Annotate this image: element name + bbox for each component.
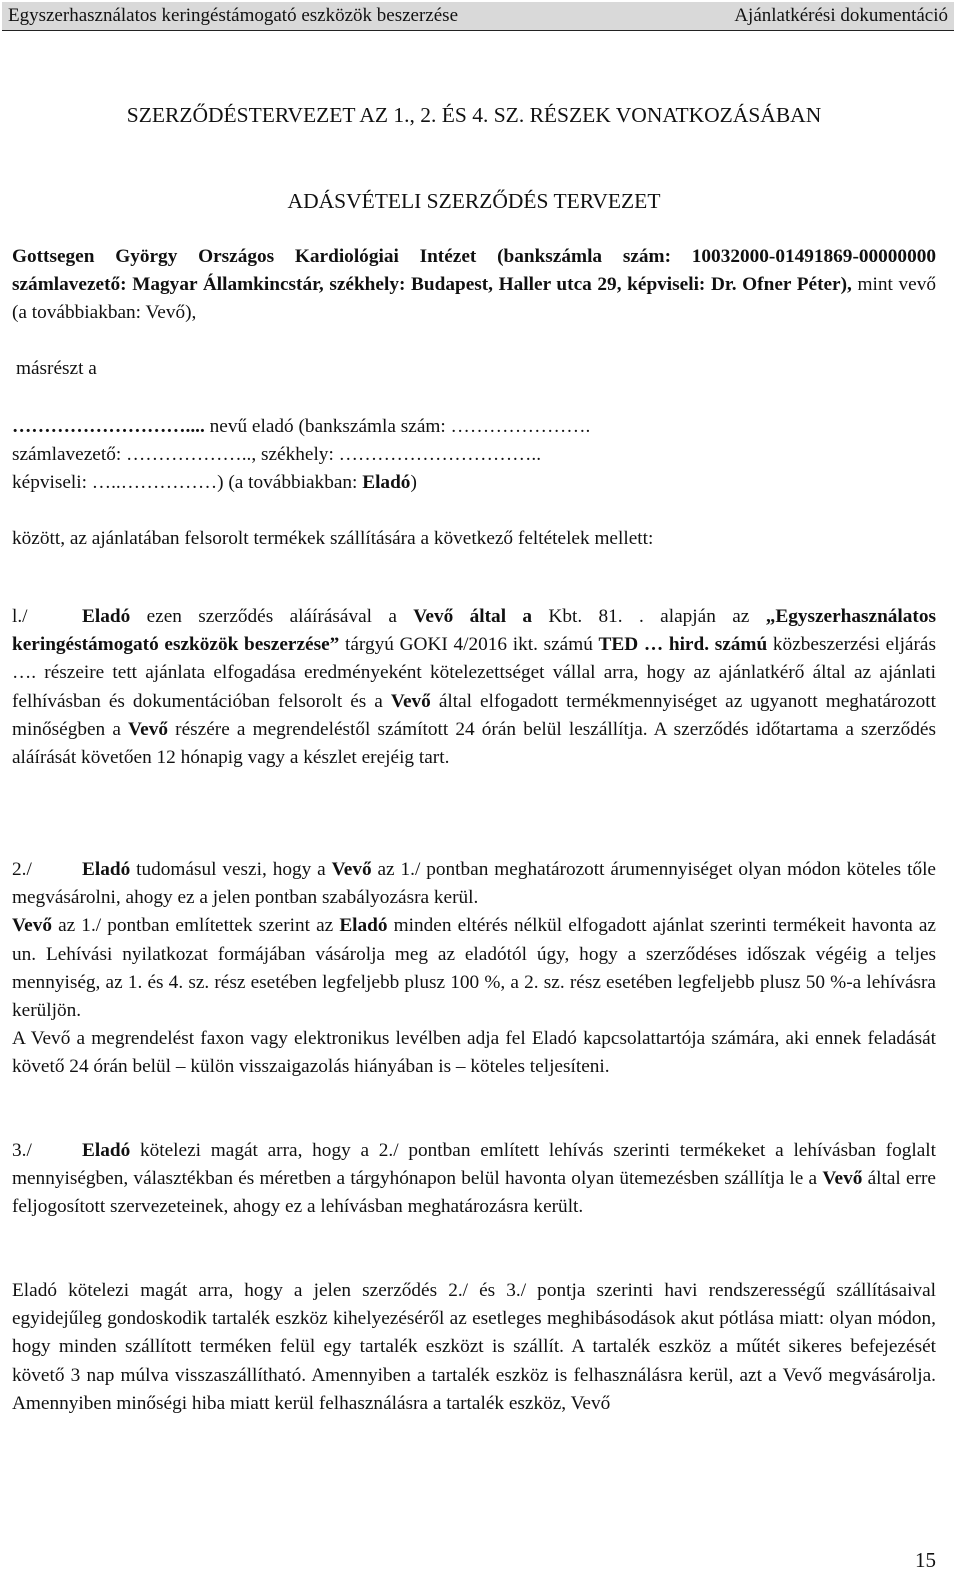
clause-1-ted: TED … hird. számú: [598, 634, 768, 656]
seller-name-placeholder: ………………………....: [12, 416, 205, 437]
clause-2-text-c: az 1./ pontban említettek szerint az: [52, 915, 340, 937]
clause-2-text-b: az 1./ pontban meghatározott árumennyiséget olyan módon köteles tőle megvásárolni, ahogy ez a jelen pontban szabályozásra kerül.: [12, 859, 936, 909]
clause-2-number: 2./: [12, 859, 32, 880]
clause-1-text-b: Kbt. 81. . alapján az: [532, 606, 766, 627]
clause-1-text-e: által elfogadott termékmennyiséget az ugyanott meghatározott minőségben a: [12, 690, 936, 740]
section-title: SZERZŐDÉSTERVEZET AZ 1., 2. ÉS 4. SZ. RÉSZEK VONATKOZÁSÁBAN: [126, 103, 822, 127]
clause-3-buyer: Vevő: [822, 1168, 863, 1190]
seller-bank-account: nevű eladó (bankszámla szám: ………………….: [204, 416, 591, 437]
clause-3-seller: Eladó: [82, 1140, 131, 1161]
clause-1-buyer: Vevő által a: [413, 606, 533, 627]
clause-spare-device: Eladó kötelezi magát arra, hogy a jelen szerződés 2./ és 3./ pontja szerinti havi rendszerességű szállításaival egyidejűleg gondoskodik tartalék eszköz kihelyezéséről az esetleges meghibásodások akut pótlása miatt: olyan módon, hogy minden szállított terméken felül egy tartalék eszközt is szállít. A tartalék eszköz a műtét sikeres befejezését követő 3 nap múlva visszaszállítható. Amennyiben a tartalék eszköz is felhasználásra kerül, azt a Vevő megvásárolja. Amennyiben minőségi hiba miatt kerül felhasználásra a tartalék eszköz, Vevő: [12, 1280, 936, 1414]
clause-1-number: l./: [12, 606, 28, 627]
seller-line-1: [12, 413, 936, 441]
clause-1-text-a: ezen szerződés aláírásával a: [130, 606, 414, 627]
clause-1-buyer-3: Vevő: [128, 718, 169, 740]
seller-representative: képviseli: …..……………) (a továbbiakban:: [12, 472, 363, 493]
contract-title: ADÁSVÉTELI SZERZŐDÉS TERVEZET: [287, 189, 661, 213]
buyer-close: ),: [185, 302, 197, 324]
clause-1-seller: Eladó: [82, 606, 131, 627]
clause-1-tender-name: „Egyszerhasználatos keringéstámogató eszközök beszerzése”: [12, 606, 936, 656]
conditions-intro: között, az ajánlatában felsorolt termékek szállítására a következő feltételek mellett:: [12, 528, 654, 549]
seller-line-2: számlavezető: ……………….., székhely: …………………………..: [12, 444, 542, 465]
buyer-role: mint vevő (a továbbiakban:: [12, 274, 936, 324]
clause-3-text-a: kötelezi magát arra, hogy a 2./ pontban említett lehívás szerinti termékeket a lehívásban foglalt mennyiségben, választékban és méretben a tárgyhónapon belül havonta olyan ütemezésben szállítja le a: [12, 1140, 936, 1190]
clause-2-buyer: Vevő: [331, 859, 372, 880]
clause-2: [12, 856, 936, 1082]
seller-defined-term: Eladó: [362, 472, 411, 493]
clause-3: [12, 1137, 936, 1222]
clause-2-seller: Eladó: [82, 859, 131, 880]
clause-2-text-a: tudomásul veszi, hogy a: [130, 859, 332, 880]
clause-1: [12, 603, 936, 772]
running-header: [2, 2, 954, 31]
clause-1-buyer-2: Vevő: [390, 690, 431, 712]
clause-3-text-b: által erre feljogosított szervezeteinek, ahogy ez a lehívásban meghatározásra került.: [12, 1168, 936, 1218]
clause-2-text-d: minden eltérés nélkül elfogadott ajánlat szerinti termékeit havonta az un. Lehívási nyilatkozat formájában vásárolja meg az eladótól úgy, hogy a szerződéses időszak végéig a teljes mennyiség, az 1. és 4. sz. rész esetében legfeljebb plusz 100 %, a 2. sz. rész esetében legfeljebb plusz 50 %-a lehívásra kerüljön.: [12, 915, 936, 1022]
clause-3-number: 3./: [12, 1140, 32, 1161]
seller-close: ): [410, 472, 417, 493]
buyer-paragraph: [12, 243, 936, 328]
header-doc-type: Ajánlatkérési dokumentáció: [734, 5, 948, 26]
clause-1-text-f: részére a megrendeléstől számított 24 órán belül leszállítja. A szerződés időtartama a szerződés aláírását követően 12 hónapig vagy a készlet erejéig tart.: [12, 718, 936, 769]
buyer-defined-term: Vevő: [145, 302, 186, 324]
seller-line-3: [12, 469, 936, 497]
clause-2-seller-2: Eladó: [339, 915, 388, 937]
buyer-details: Gottsegen György Országos Kardiológiai Intézet (bankszámla szám: 10032000-01491869-00000000 számlavezető: Magyar Államkincstár, székhely: Budapest, Haller utca 29, képviseli: Dr. Ofner Péter),: [12, 246, 936, 296]
clause-1-text-d: közbeszerzési eljárás …. részeire tett ajánlata elfogadása eredményeként kötelezettséget vállal arra, hogy az ajánlatkérő által az ajánlati felhívásban és dokumentációban felsorolt és a: [12, 634, 936, 712]
clause-2-text-e: A Vevő a megrendelést faxon vagy elektronikus levélben adja fel Eladó kapcsolattartója számára, aki ennek feladását követő 24 órán belül – külön visszaigazolás hiányában is – köteles teljesíteni.: [12, 1028, 936, 1078]
header-title: Egyszerhasználatos keringéstámogató eszközök beszerzése: [8, 5, 458, 26]
masreszt-label: másrészt a: [16, 358, 97, 379]
clause-1-text-c: tárgyú GOKI 4/2016 ikt. számú: [339, 634, 599, 656]
page-number: 15: [915, 1548, 936, 1572]
clause-2-buyer-2: Vevő: [12, 915, 52, 937]
